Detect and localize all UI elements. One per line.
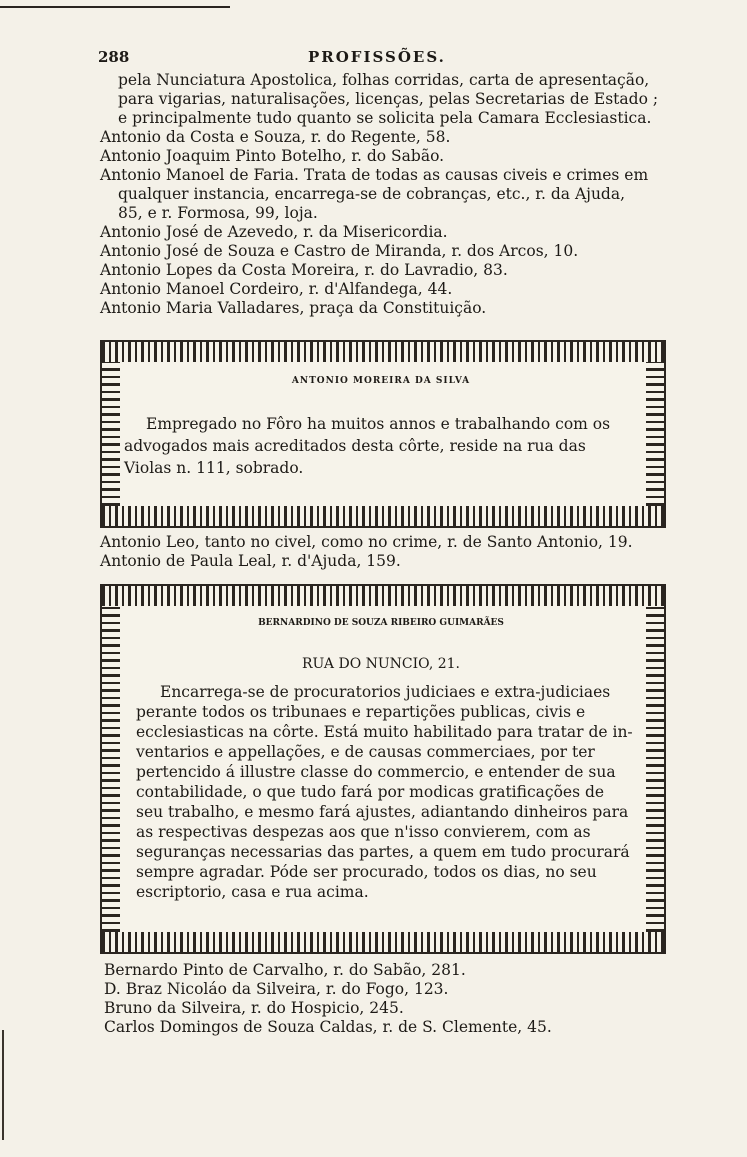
ornamental-border: [102, 342, 664, 362]
ornamental-border: [102, 362, 120, 506]
directory-entry: Antonio Maria Valladares, praça da Constituição.: [100, 299, 487, 317]
advertisement-line: sempre agradar. Póde ser procurado, todos os dias, no seu: [136, 863, 597, 881]
directory-entry: Antonio Manoel Cordeiro, r. d'Alfandega, 44.: [100, 280, 453, 298]
directory-entry: D. Braz Nicoláo da Silveira, r. do Fogo, 123.: [104, 980, 449, 998]
directory-entry: qualquer instancia, encarrega-se de cobranças, etc., r. da Ajuda,: [118, 185, 626, 203]
directory-entry: Bernardo Pinto de Carvalho, r. do Sabão, 281.: [104, 961, 466, 979]
advertisement-line: seguranças necessarias das partes, a quem em tudo procurará: [136, 843, 630, 861]
ornamental-border: [102, 606, 120, 932]
directory-entry: Antonio Manoel de Faria. Trata de todas as causas civeis e crimes em: [100, 166, 649, 184]
advertisement-line: advogados mais acreditados desta côrte, reside na rua das: [124, 437, 586, 455]
advertisement-line: ventarios e appellações, e de causas commerciaes, por ter: [136, 743, 595, 761]
advertisement-line: ecclesiasticas na côrte. Está muito habilitado para tratar de in-: [136, 723, 633, 741]
advertisement-line: perante todos os tribunaes e repartições publicas, civis e: [136, 703, 586, 721]
advertisement-box: [100, 584, 666, 954]
ornamental-border: [646, 362, 664, 506]
advertisement-line: as respectivas despezas aos que n'isso convierem, com as: [136, 823, 591, 841]
directory-entry: Bruno da Silveira, r. do Hospicio, 245.: [104, 999, 404, 1017]
advertisement-address: RUA DO NUNCIO, 21.: [302, 656, 460, 672]
advertisement-line: seu trabalho, e mesmo fará ajustes, adiantando dinheiros para: [136, 803, 629, 821]
top-rule: [0, 6, 230, 8]
text-line: pela Nunciatura Apostolica, folhas corridas, carta de apresentação,: [118, 71, 650, 89]
directory-entry: Carlos Domingos de Souza Caldas, r. de S. Clemente, 45.: [104, 1018, 552, 1036]
page-header: [98, 48, 658, 70]
page-number: 288: [98, 48, 130, 66]
advertisement-line: pertencido á illustre classe do commercio, e entender de sua: [136, 763, 616, 781]
ornamental-border: [102, 932, 664, 952]
text-line: e principalmente tudo quanto se solicita pela Camara Ecclesiastica.: [118, 109, 652, 127]
directory-entry: Antonio Joaquim Pinto Botelho, r. do Sabão.: [100, 147, 445, 165]
advertisement-line: Violas n. 111, sobrado.: [124, 459, 304, 477]
advertisement-title: BERNARDINO DE SOUZA RIBEIRO GUIMARÃES: [258, 618, 504, 628]
advertisement-title: ANTONIO MOREIRA DA SILVA: [291, 376, 471, 386]
advertisement-line: Encarrega-se de procuratorios judiciaes e extra-judiciaes: [160, 683, 611, 701]
advertisement-line: escriptorio, casa e rua acima.: [136, 883, 369, 901]
left-margin-rule: [2, 1030, 4, 1140]
directory-entry: Antonio José de Azevedo, r. da Misericordia.: [100, 223, 448, 241]
ornamental-border: [646, 606, 664, 932]
ornamental-border: [102, 586, 664, 606]
text-line: para vigarias, naturalisações, licenças, pelas Secretarias de Estado ;: [118, 90, 659, 108]
directory-entry: Antonio de Paula Leal, r. d'Ajuda, 159.: [100, 552, 401, 570]
directory-entry: Antonio José de Souza e Castro de Miranda, r. dos Arcos, 10.: [100, 242, 579, 260]
directory-entry: 85, e r. Formosa, 99, loja.: [118, 204, 318, 222]
running-title: PROFISSÕES.: [308, 48, 446, 66]
advertisement-line: contabilidade, o que tudo fará por modicas gratificações de: [136, 783, 605, 801]
ornamental-border: [102, 506, 664, 526]
directory-entry: Antonio da Costa e Souza, r. do Regente, 58.: [100, 128, 451, 146]
advertisement-line: Empregado no Fôro ha muitos annos e trabalhando com os: [146, 415, 611, 433]
directory-entry: Antonio Lopes da Costa Moreira, r. do Lavradio, 83.: [100, 261, 508, 279]
advertisement-box: [100, 340, 666, 528]
directory-entry: Antonio Leo, tanto no civel, como no crime, r. de Santo Antonio, 19.: [100, 533, 633, 551]
